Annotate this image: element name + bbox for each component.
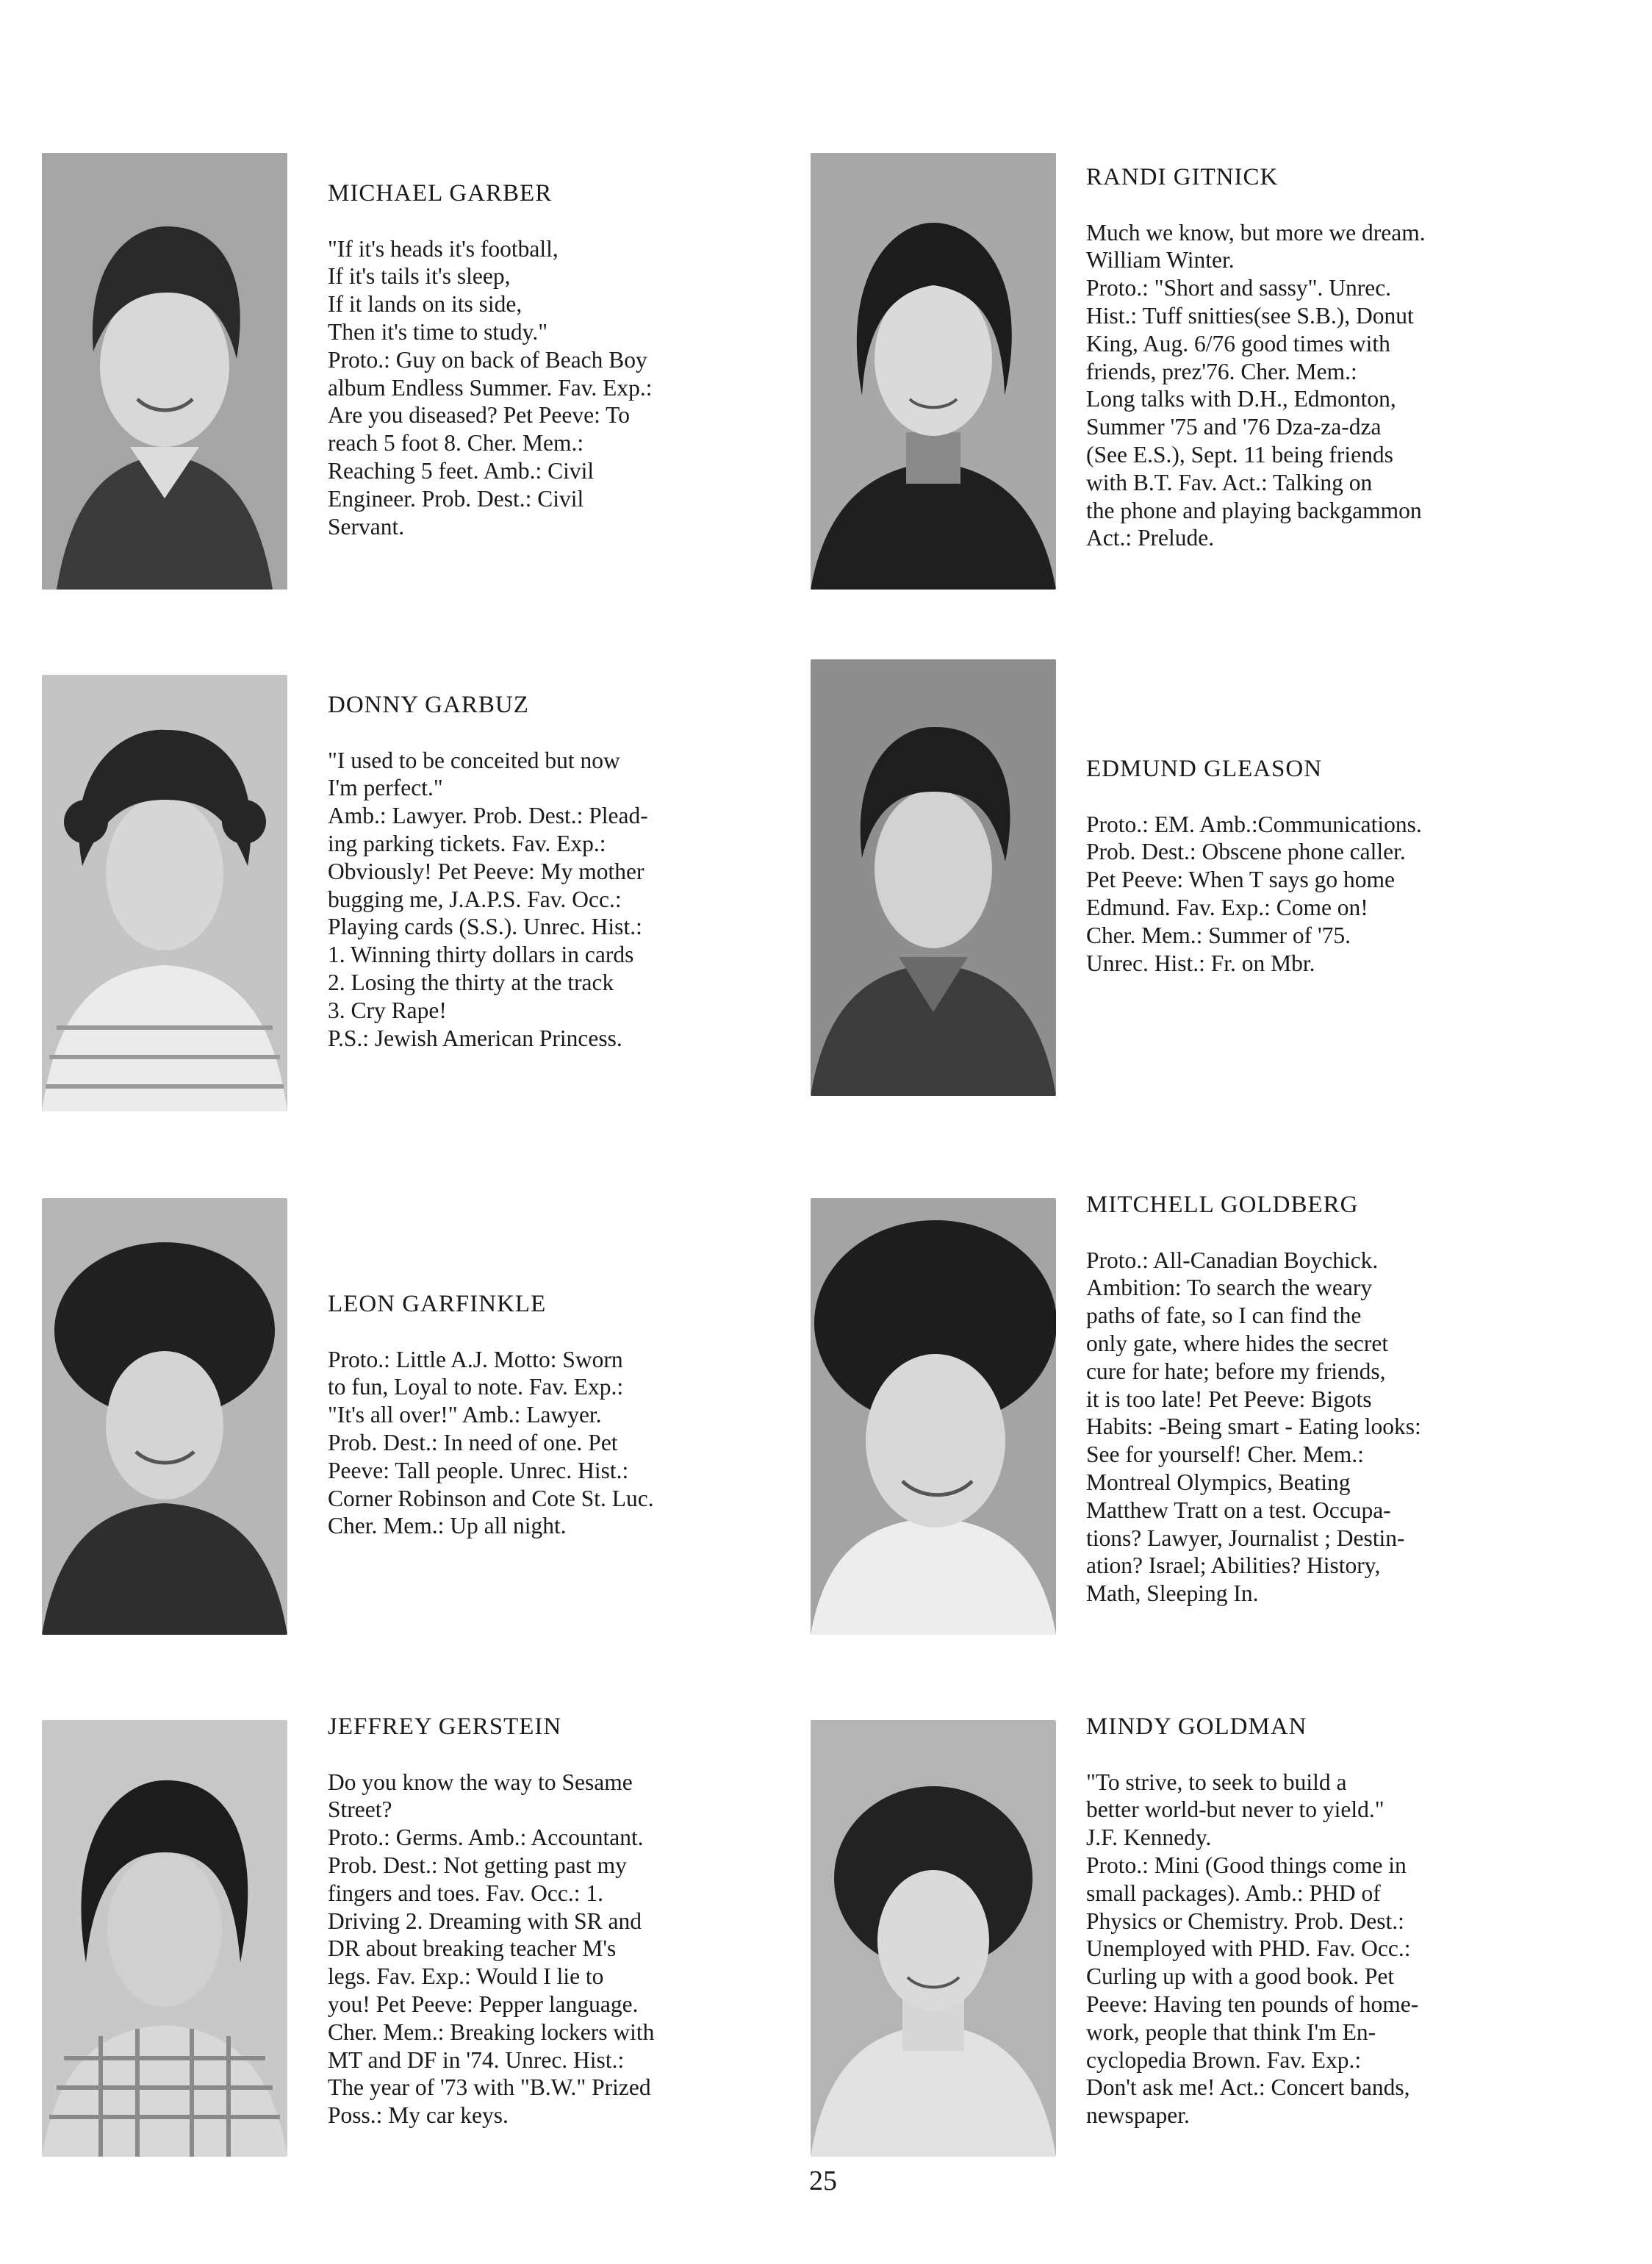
- portrait-photo-donny-garbuz: [42, 675, 287, 1111]
- portrait-photo-leon-garfinkle: [42, 1198, 287, 1635]
- portrait-photo-jeffrey-gerstein: [42, 1720, 287, 2157]
- student-entry-jeffrey-gerstein: [328, 1713, 813, 2129]
- student-name: MICHAEL GARBER: [328, 180, 553, 207]
- student-bio: "I used to be conceited but now I'm perfect." Amb.: Lawyer. Prob. Dest.: Plead- ing parking tickets. Fav. Exp.: Obviously! Pet Peeve: My mother bugging me, J.A.P.S. Fav. Occ.: Playing cards (S.S.). Unrec. Hist.: 1. Winning thirty dollars in cards 2. Losing the thirty at the track 3. Cry Rape! P.S.: Jewish American Princess.: [328, 747, 648, 1051]
- student-bio: Proto.: All-Canadian Boychick. Ambition: To search the weary paths of fate, so I can find the only gate, where hides the secret cure for hate; before my friends, it is too late! Pet Peeve: Bigots Habits: -Being smart - Eating looks: See for yourself! Cher. Mem.: Montreal Olympics, Beating Matthew Tratt on a test. Occupa- tions? Lawyer, Journalist ; Destin- ation? Israel; Abilities? History, Math, Sleeping In.: [1086, 1247, 1421, 1607]
- portrait-photo-randi-gitnick: [811, 153, 1056, 590]
- portrait-photo-michael-garber: [42, 153, 287, 590]
- portrait-photo-mitchell-goldberg: [811, 1198, 1056, 1635]
- portrait-photo-mindy-goldman: [811, 1720, 1056, 2157]
- student-name: EDMUND GLEASON: [1086, 756, 1323, 782]
- student-name: RANDI GITNICK: [1086, 164, 1279, 190]
- student-bio: "To strive, to seek to build a better world-but never to yield." J.F. Kennedy. Proto.: Mini (Good things come in small packages). Amb.: PHD of Physics or Chemistry. Prob. Dest.: Unemployed with PHD. Fav. Occ.: Curling up with a good book. Pet Peeve: Having ten pounds of home- work, people that think I'm En- cyclopedia Brown. Fav. Exp.: Don't ask me! Act.: Concert bands, newspaper.: [1086, 1769, 1419, 2129]
- student-entry-michael-garber: [328, 179, 813, 540]
- student-bio: Proto.: EM. Amb.:Communications. Prob. Dest.: Obscene phone caller. Pet Peeve: When T says go home Edmund. Fav. Exp.: Come on! Cher. Mem.: Summer of '75. Unrec. Hist.: Fr. on Mbr.: [1086, 811, 1422, 976]
- student-bio: Proto.: Little A.J. Motto: Sworn to fun, Loyal to note. Fav. Exp.: "It's all over!" Amb.: Lawyer. Prob. Dest.: In need of one. Pet Peeve: Tall people. Unrec. Hist.: Corner Robinson and Cote St. Luc. Cher. Mem.: Up all night.: [328, 1346, 654, 1539]
- student-entry-donny-garbuz: [328, 691, 813, 1052]
- student-entry-randi-gitnick: [1086, 163, 1571, 552]
- student-entry-mitchell-goldberg: [1086, 1191, 1571, 1608]
- student-entry-mindy-goldman: [1086, 1713, 1571, 2129]
- student-bio: Do you know the way to Sesame Street? Proto.: Germs. Amb.: Accountant. Prob. Dest.: Not getting past my fingers and toes. Fav. Occ.: 1. Driving 2. Dreaming with SR and DR about breaking teacher M's legs. Fav. Exp.: Would I lie to you! Pet Peeve: Pepper language. Cher. Mem.: Breaking lockers with MT and DF in '74. Unrec. Hist.: The year of '73 with "B.W." Prized Poss.: My car keys.: [328, 1769, 655, 2129]
- student-name: MITCHELL GOLDBERG: [1086, 1192, 1359, 1218]
- student-entry-leon-garfinkle: [328, 1290, 813, 1540]
- student-name: LEON GARFINKLE: [328, 1291, 547, 1317]
- student-name: DONNY GARBUZ: [328, 692, 529, 718]
- portrait-photo-edmund-gleason: [811, 659, 1056, 1096]
- student-bio: Much we know, but more we dream. William Winter. Proto.: "Short and sassy". Unrec. Hist.: Tuff snitties(see S.B.), Donut King, Aug. 6/76 good times with friends, prez'76. Cher. Mem.: Long talks with D.H., Edmonton, Summer '75 and '76 Dza-za-dza (See E.S.), Sept. 11 being friends with B.T. Fav. Act.: Talking on the phone and playing backgammon Act.: Prelude.: [1086, 219, 1426, 551]
- student-name: MINDY GOLDMAN: [1086, 1713, 1307, 1740]
- student-bio: "If it's heads it's football, If it's tails it's sleep, If it lands on its side, Then it's time to study." Proto.: Guy on back of Beach Boy album Endless Summer. Fav. Exp.: Are you diseased? Pet Peeve: To reach 5 foot 8. Cher. Mem.: Reaching 5 feet. Amb.: Civil Engineer. Prob. Dest.: Civil Servant.: [328, 235, 653, 540]
- page-number: 25: [809, 2166, 837, 2196]
- student-name: JEFFREY GERSTEIN: [328, 1713, 562, 1740]
- student-entry-edmund-gleason: [1086, 755, 1571, 977]
